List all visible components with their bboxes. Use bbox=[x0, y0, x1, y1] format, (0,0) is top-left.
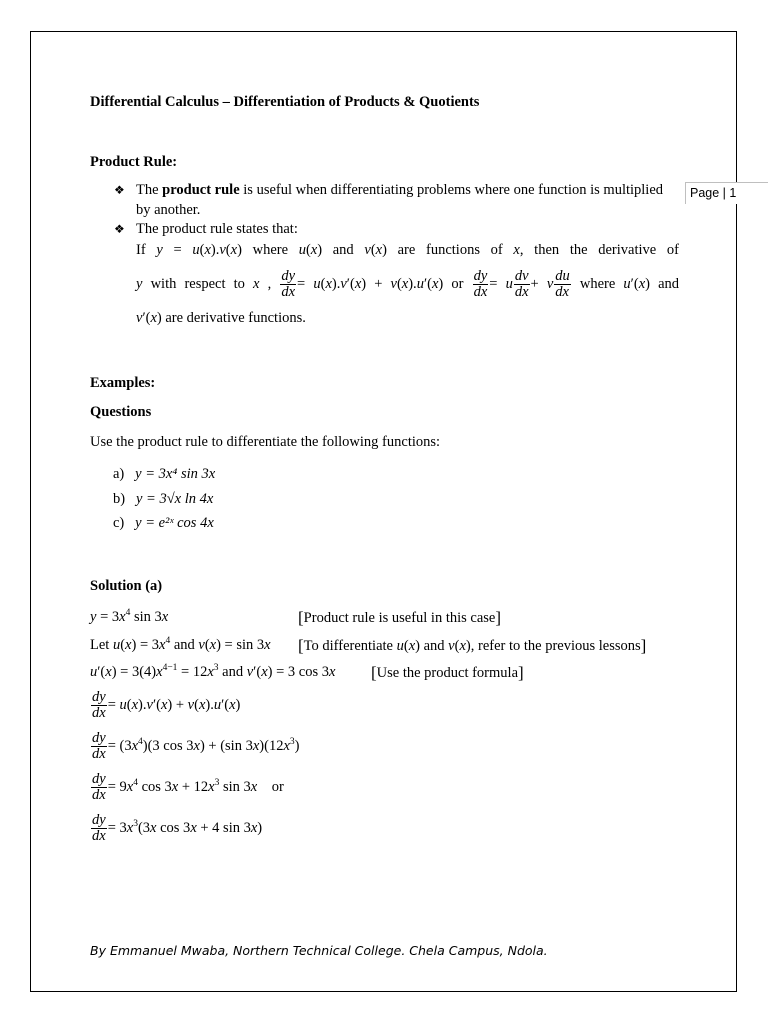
questions-heading: Questions bbox=[90, 404, 152, 420]
question-item-c: c) y = e²ˣ cos 4x bbox=[113, 515, 214, 531]
product-rule-bullet-1: The product rule is useful when differentiating problems where one function is multiplied bbox=[136, 182, 664, 198]
examples-heading: Examples: bbox=[90, 375, 156, 391]
page-number-label: Page | 1 bbox=[685, 182, 768, 204]
document-page bbox=[30, 31, 737, 992]
product-rule-statement-line-3: v′(x) are derivative functions. bbox=[136, 310, 306, 326]
question-item-a: a) y = 3x⁴ sin 3x bbox=[113, 466, 216, 482]
solution-step-3: $u'(x) = 3(4)x^{4-1} = 12x^3$ and v′(x) = 3 cos 3x bbox=[90, 663, 336, 680]
product-rule-bullet-1-cont: by another. bbox=[136, 202, 201, 218]
solution-step-5: $\frac{dy}{dx}$ = $(3x^4)(3$ cos 3x) + (sin $3x)(12x^3)$ bbox=[92, 730, 300, 763]
solution-step-6: $\frac{dy}{dx}$ = $9x^4$ $\cos 3x + 12x^3$ sin 3x or bbox=[92, 771, 284, 804]
solution-a-heading: Solution (a) bbox=[90, 578, 163, 594]
solution-step-7: $\frac{dy}{dx}$ = $3x^3(3x$ cos 3x + 4 sin 3x) bbox=[92, 812, 263, 845]
solution-note-2: [To differentiate u(x) and v(x), refer to the previous lessons] bbox=[298, 636, 647, 655]
product-rule-heading: Product Rule: bbox=[90, 154, 178, 170]
bullet-diamond-icon: ❖ bbox=[114, 183, 125, 197]
question-item-b: b) y = 3√x ln 4x bbox=[113, 491, 214, 507]
solution-step-2: Let $u(x) = 3x^4$ and v(x) = sin 3x bbox=[90, 636, 271, 653]
solution-note-3: [Use the product formula] bbox=[371, 663, 524, 682]
bullet-diamond-icon: ❖ bbox=[114, 222, 125, 236]
solution-note-1: [Product rule is useful in this case] bbox=[298, 608, 502, 627]
solution-step-1: $y = 3x^4$ sin 3x bbox=[90, 608, 169, 625]
solution-step-4: $\frac{dy}{dx}$ = u(x).v′(x) + v(x).u′(x) bbox=[92, 689, 241, 722]
product-rule-bullet-2: The product rule states that: bbox=[136, 221, 298, 237]
product-rule-statement-line-1: If y = u(x).v(x) where u(x) and v(x) are functions of x, then the derivative of bbox=[136, 242, 679, 258]
page-footer: By Emmanuel Mwaba, Northern Technical College. Chela Campus, Ndola. bbox=[90, 943, 548, 958]
product-rule-statement-line-2: y with respect to x , $\frac{dy}{dx}$ = u(x).v′(x) + v(x).u′(x) or $\frac{dy}{dx}$ = u $\frac{dv}{dx}$ + v $\frac{du}{dx}$ where u′(x) and bbox=[136, 267, 680, 301]
document-title: Differential Calculus – Differentiation of Products & Quotients bbox=[90, 94, 480, 110]
questions-instruction: Use the product rule to differentiate the following functions: bbox=[90, 434, 441, 450]
